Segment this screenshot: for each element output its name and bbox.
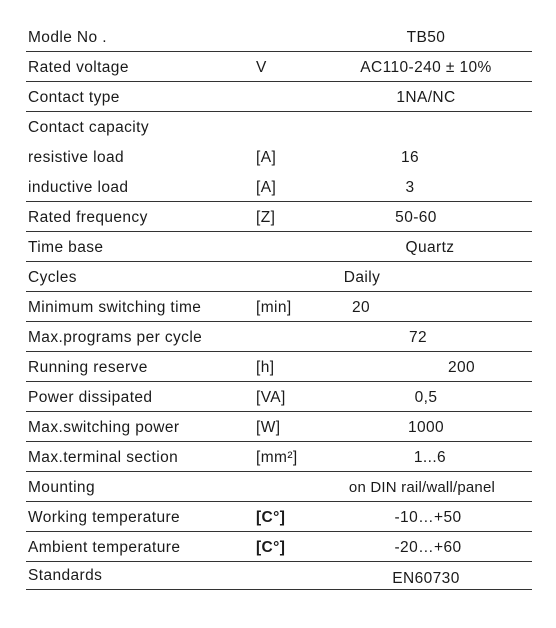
param-label: Contact type <box>28 89 120 106</box>
param-unit: [VA] <box>256 389 286 406</box>
param-label: Modle No . <box>28 29 107 46</box>
row-model <box>26 22 532 52</box>
param-value: 1000 <box>407 419 445 436</box>
param-label: inductive load <box>28 179 129 196</box>
param-label: Minimum switching time <box>28 299 202 316</box>
row-inductive-load <box>26 172 532 202</box>
param-value: 1NA/NC <box>396 89 456 106</box>
param-label: Standards <box>28 567 103 584</box>
param-label: Working temperature <box>28 509 181 526</box>
param-value: 200 <box>448 359 476 376</box>
row-resistive-load <box>26 142 532 172</box>
param-label: Contact capacity <box>28 119 149 136</box>
param-unit: [h] <box>256 359 275 376</box>
param-value: -20…+60 <box>394 539 462 556</box>
param-label: Rated frequency <box>28 209 148 226</box>
row-running-reserve <box>26 352 532 382</box>
row-min-switching-time <box>26 292 532 322</box>
param-label: Cycles <box>28 269 77 286</box>
param-value: Quartz <box>405 239 455 256</box>
param-unit: [W] <box>256 419 281 436</box>
row-contact-type <box>26 82 532 112</box>
param-value: 20 <box>352 299 371 316</box>
row-max-programs <box>26 322 532 352</box>
param-value: 3 <box>405 179 415 196</box>
row-mounting <box>26 472 532 502</box>
row-cycles <box>26 262 532 292</box>
param-label: Time base <box>28 239 104 256</box>
param-label: Max.terminal section <box>28 449 179 466</box>
param-value: 0,5 <box>414 389 438 406</box>
spec-table <box>26 22 532 590</box>
param-unit: V <box>256 59 267 76</box>
row-contact-capacity <box>26 112 532 142</box>
param-label: Rated voltage <box>28 59 129 76</box>
param-value: Daily <box>343 269 381 286</box>
param-value: TB50 <box>406 29 446 46</box>
param-unit: [C°] <box>256 509 286 526</box>
row-rated-frequency <box>26 202 532 232</box>
row-time-base <box>26 232 532 262</box>
param-label: Running reserve <box>28 359 148 376</box>
param-value: on DIN rail/wall/panel <box>348 479 496 496</box>
row-standards <box>26 562 532 590</box>
param-value: 72 <box>408 329 428 346</box>
param-unit: [Z] <box>256 209 276 226</box>
param-label: Power dissipated <box>28 389 153 406</box>
param-label: Mounting <box>28 479 95 496</box>
param-value: -10…+50 <box>394 509 462 526</box>
param-label: Ambient temperature <box>28 539 181 556</box>
param-label: Max.switching power <box>28 419 180 436</box>
param-unit: [mm²] <box>256 449 298 466</box>
param-value: AC110-240 ± 10% <box>360 59 492 76</box>
param-value: 50-60 <box>395 209 437 226</box>
row-ambient-temperature <box>26 532 532 562</box>
row-working-temperature <box>26 502 532 532</box>
param-unit: [A] <box>256 179 277 196</box>
param-unit: [C°] <box>256 539 286 556</box>
param-label: resistive load <box>28 149 125 166</box>
row-power-dissipated <box>26 382 532 412</box>
param-unit: [A] <box>256 149 277 166</box>
row-rated-voltage <box>26 52 532 82</box>
param-value: 16 <box>400 149 420 166</box>
param-label: Max.programs per cycle <box>28 329 203 346</box>
param-value: EN60730 <box>392 570 460 587</box>
row-max-switching-power <box>26 412 532 442</box>
row-max-terminal-section <box>26 442 532 472</box>
param-value: 1...6 <box>413 449 447 466</box>
param-unit: [min] <box>256 299 292 316</box>
